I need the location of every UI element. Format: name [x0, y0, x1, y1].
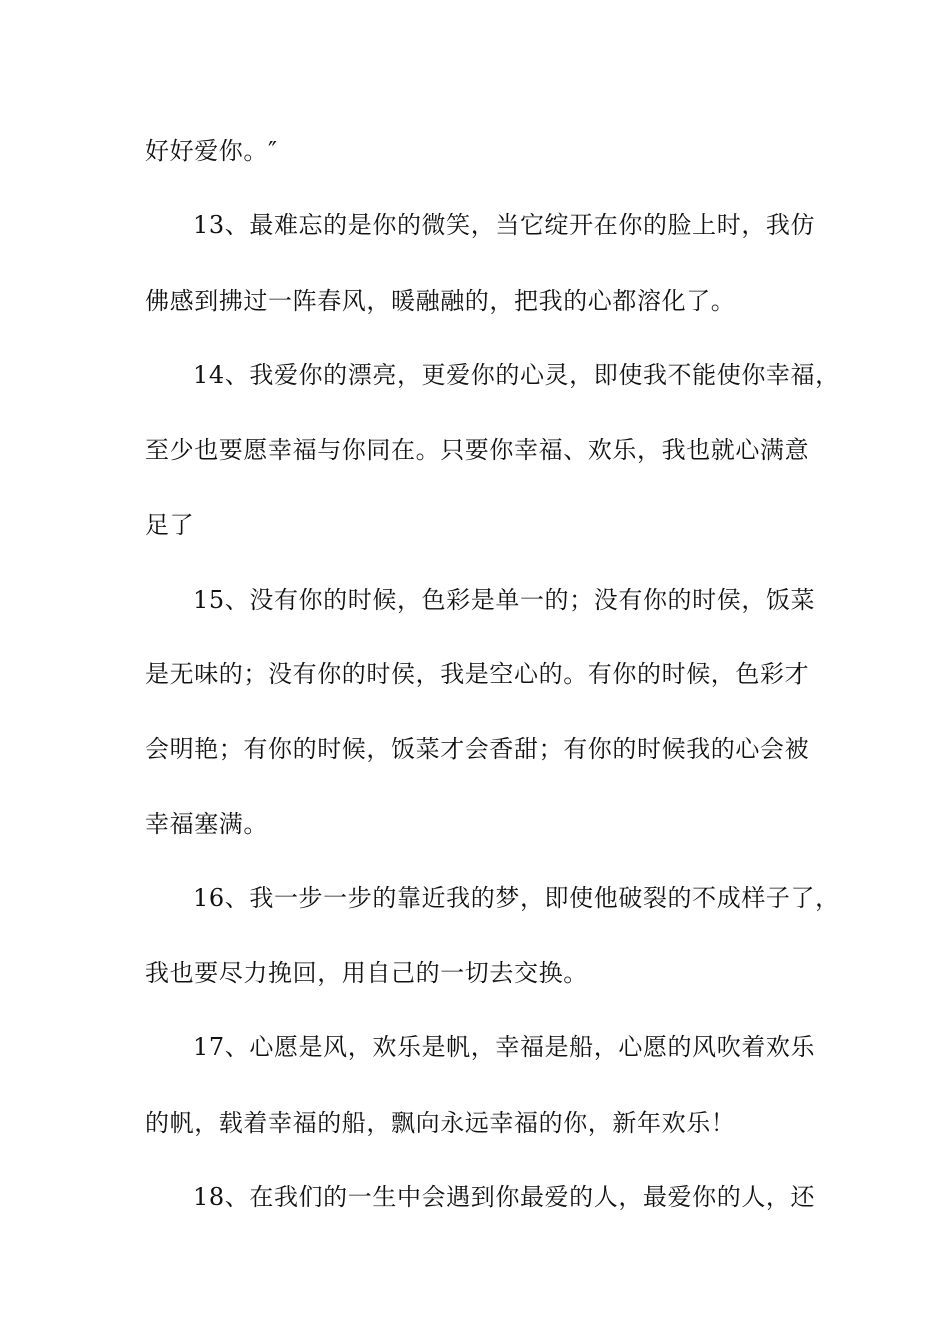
text-line: 至少也要愿幸福与你同在。只要你幸福、欢乐，我也就心满意	[145, 436, 810, 464]
text-line: 的帆，载着幸福的船，飘向永远幸福的你，新年欢乐！	[145, 1109, 736, 1137]
text-line-item-15: 15、没有你的时候，色彩是单一的；没有你的时侯，饭菜	[193, 586, 816, 614]
text-line-item-16: 16、我一步一步的靠近我的梦，即使他破裂的不成样子了，	[193, 884, 840, 912]
text-line-item-14: 14、我爱你的漂亮，更爱你的心灵，即使我不能使你幸福，	[193, 361, 840, 389]
text-line-item-13: 13、最难忘的是你的微笑，当它绽开在你的脸上时，我仿	[193, 211, 816, 239]
text-line-item-18: 18、在我们的一生中会遇到你最爱的人，最爱你的人，还	[193, 1183, 816, 1211]
text-line: 是无味的；没有你的时侯，我是空心的。有你的时候，色彩才	[145, 660, 810, 688]
text-line: 足了	[145, 511, 195, 539]
text-line: 好好爱你。″	[145, 137, 278, 165]
text-line: 幸福塞满。	[145, 810, 268, 838]
text-line: 会明艳；有你的时候，饭菜才会香甜；有你的时候我的心会被	[145, 735, 810, 763]
text-line: 我也要尽力挽回，用自己的一切去交换。	[145, 959, 588, 987]
text-line: 佛感到拂过一阵春风，暖融融的，把我的心都溶化了。	[145, 287, 736, 315]
text-line-item-17: 17、心愿是风，欢乐是帆，幸福是船，心愿的风吹着欢乐	[193, 1033, 816, 1061]
